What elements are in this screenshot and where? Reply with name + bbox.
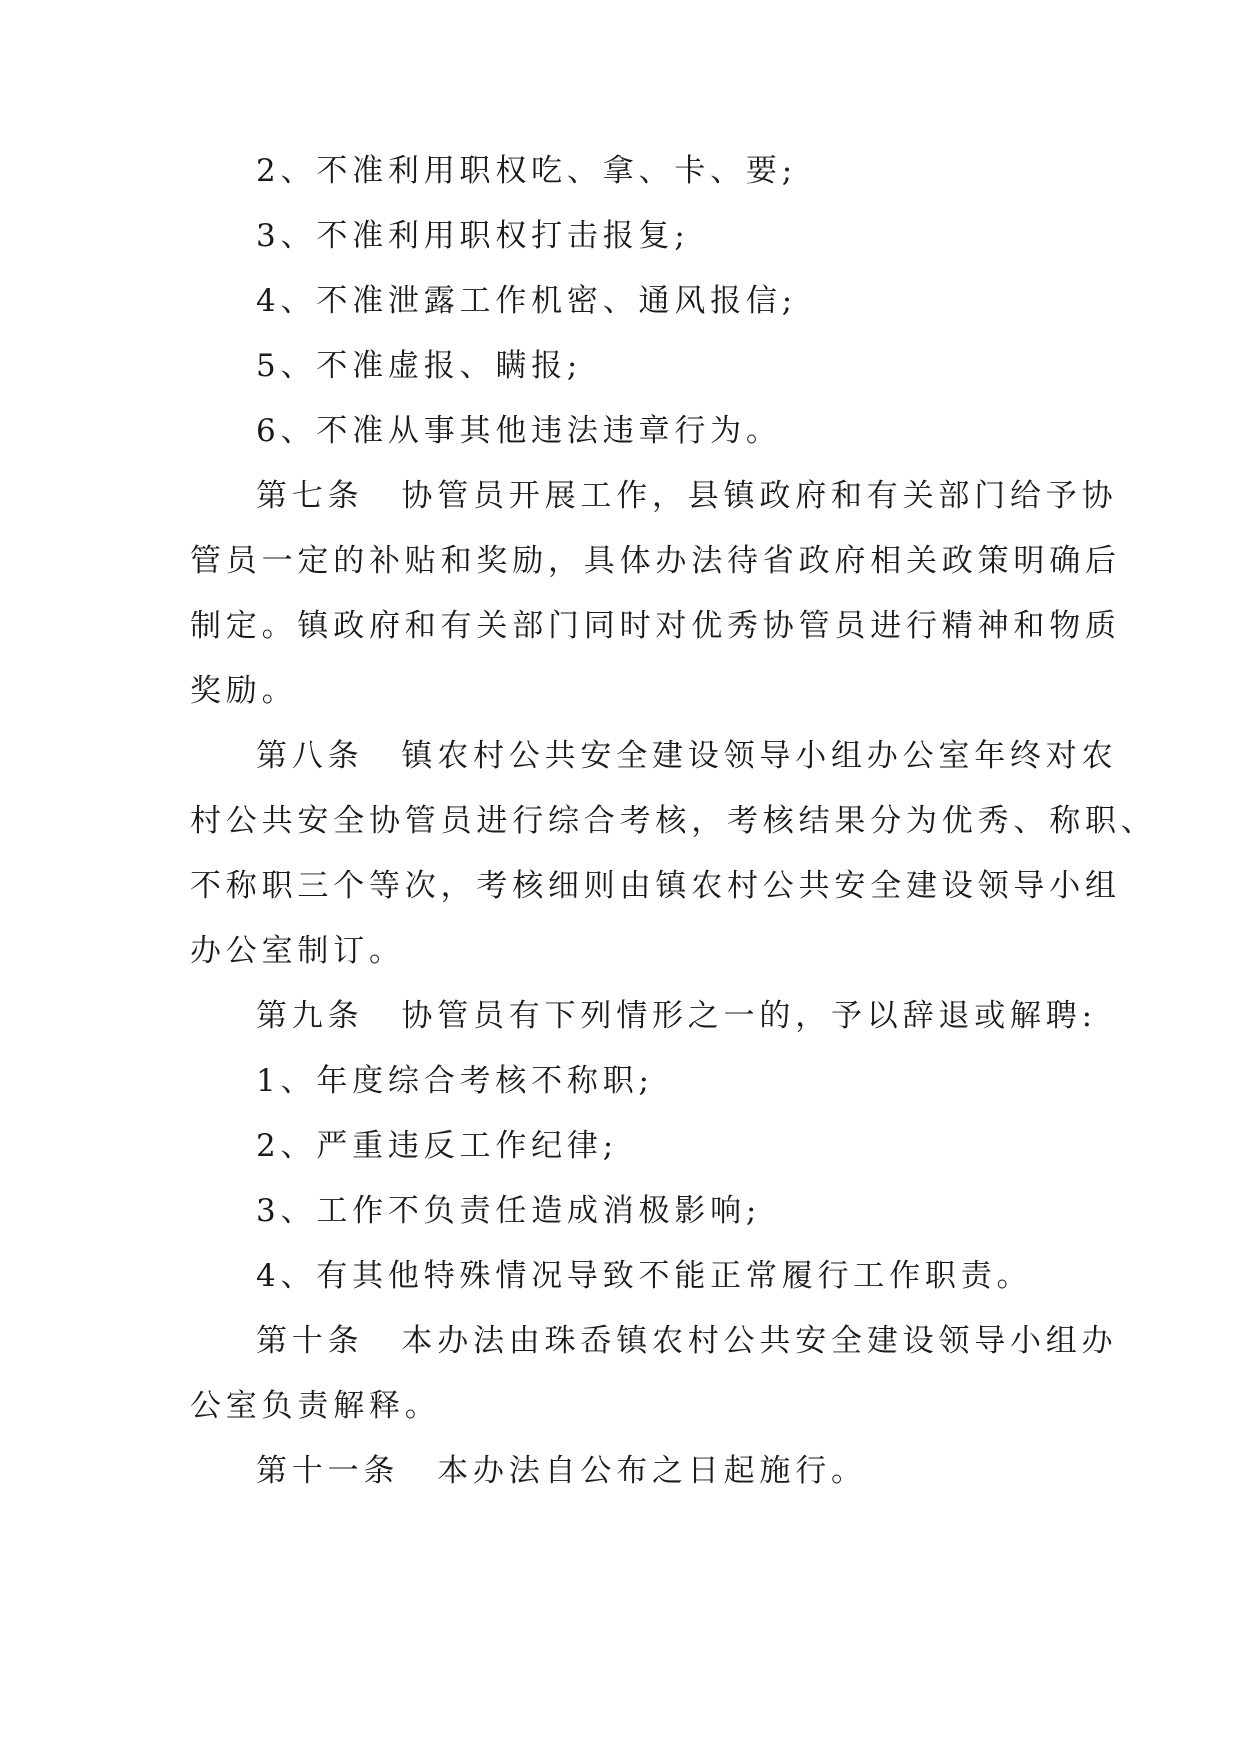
list-item: 1、年度综合考核不称职; xyxy=(256,1063,654,1099)
article-8-text: 镇农村公共安全建设领导小组办公室年终对农 xyxy=(401,738,1118,774)
list-item: 4、不准泄露工作机密、通风报信; xyxy=(256,283,797,319)
article-7-heading: 第七条 xyxy=(256,478,364,514)
list-item: 2、严重违反工作纪律; xyxy=(256,1128,618,1164)
article-11-first-line xyxy=(190,1452,1052,1490)
article-10-heading: 第十条 xyxy=(256,1323,364,1359)
article-10-first-line xyxy=(190,1322,1118,1360)
article-10-text: 公室负责解释。 xyxy=(190,1388,441,1424)
article-10-text: 本办法由珠岙镇农村公共安全建设领导小组办 xyxy=(401,1323,1118,1359)
article-7-text: 奖励。 xyxy=(190,673,298,709)
article-8-text: 不称职三个等次，考核细则由镇农村公共安全建设领导小组 xyxy=(190,868,1121,904)
article-8-text: 村公共安全协管员进行综合考核，考核结果分为优秀、称职、 xyxy=(190,803,1157,839)
document-body xyxy=(190,152,1157,1490)
article-9-heading: 第九条 xyxy=(256,998,364,1034)
article-7-text: 管员一定的补贴和奖励，具体办法待省政府相关政策明确后 xyxy=(190,543,1121,579)
article-11-text: 本办法自公布之日起施行。 xyxy=(437,1453,867,1489)
list-item: 2、不准利用职权吃、拿、卡、要; xyxy=(256,153,797,189)
article-9-first-line xyxy=(190,997,1097,1035)
list-item: 6、不准从事其他违法违章行为。 xyxy=(256,413,782,449)
list-item: 3、工作不负责任造成消极影响; xyxy=(256,1193,762,1229)
list-item: 3、不准利用职权打击报复; xyxy=(256,218,690,254)
article-8-heading: 第八条 xyxy=(256,738,364,774)
article-9-text: 协管员有下列情形之一的，予以辞退或解聘: xyxy=(401,998,1097,1034)
article-11-heading: 第十一条 xyxy=(256,1453,400,1489)
article-7-text: 协管员开展工作，县镇政府和有关部门给予协 xyxy=(401,478,1118,514)
list-item: 4、有其他特殊情况导致不能正常履行工作职责。 xyxy=(256,1258,1033,1294)
article-7-text: 制定。镇政府和有关部门同时对优秀协管员进行精神和物质 xyxy=(190,608,1121,644)
article-7-first-line xyxy=(190,477,1118,515)
article-8-text: 办公室制订。 xyxy=(190,933,405,969)
article-8-first-line xyxy=(190,737,1118,775)
list-item: 5、不准虚报、瞒报; xyxy=(256,348,583,384)
